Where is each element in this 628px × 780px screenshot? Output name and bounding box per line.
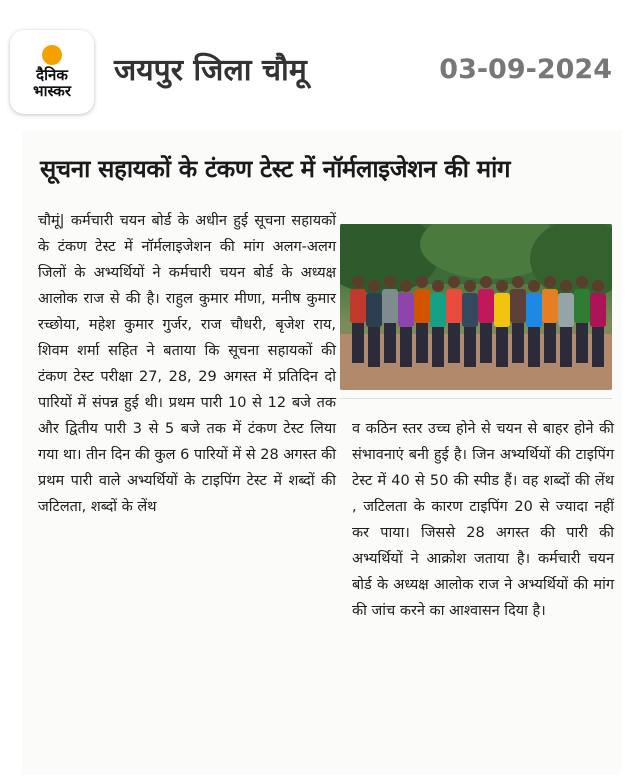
person-body [350,289,366,323]
person-head [512,276,524,288]
person-legs [544,323,556,363]
person-legs [432,327,444,367]
person-legs [560,327,572,367]
person-legs [368,327,380,367]
person-legs [384,323,396,363]
person-legs [448,323,460,363]
group-photo[interactable] [340,224,612,390]
person-body [446,289,462,323]
person-body [430,293,446,327]
edition-title: जयपुर जिला चौमू [114,53,307,88]
person-body [494,293,510,327]
person-head [400,280,412,292]
person-legs [352,323,364,363]
person-head [352,276,364,288]
person-body [510,289,526,323]
person-head [480,276,492,288]
person-body [398,293,414,327]
person-legs [592,327,604,367]
person-body [366,293,382,327]
person-head [496,280,508,292]
article-body-left-column: चौमूं| कर्मचारी चयन बोर्ड के अधीन हुई सूचना सहायकों के टंकण टेस्ट में नॉर्मलाइजेशन की मांग अलग-अलग जिलों के अभ्यर्थियों ने कर्मचारी चयन बोर्ड के अध्यक्ष आलोक राज से की है। राहुल कुमार मीणा, मनीष कुमार रच्छोया, महेश कुमार गुर्जर, राज चौधरी, बृजेश राय, शिवम शर्मा सहित ने बताया कि सूचना सहायकों की टंकण टेस्ट परीक्षा 27, 28, 29 अगस्त में प्रतिदिन दो पारियों में संपन्न हुई थी। प्रथम पारी 10 से 12 बजे तक और द्वितीय पारी 3 से 5 बजे तक में टंकण टेस्ट लिया गया था। तीन दिन की कुल 6 पारियों में से 28 अगस्त की प्रथम पारी वाले अभ्यर्थियों के टाइपिंग टेस्ट में शब्दों की जटिलता, शब्दों के लेंथ [38,213,336,515]
article-headline: सूचना सहायकों के टंकण टेस्ट में नॉर्मलाइजेशन की मांग [40,155,511,183]
person-legs [496,327,508,367]
person-head [384,276,396,288]
person-head [592,280,604,292]
person-body [590,293,606,327]
person-legs [512,323,524,363]
person-body [574,289,590,323]
person-body [542,289,558,323]
person-head [368,280,380,292]
logo-text-line2: भास्कर [33,82,71,100]
person-legs [576,323,588,363]
person-body [558,293,574,327]
person-head [416,276,428,288]
column-divider [340,398,612,399]
logo-text-line1: दैनिक [36,66,68,84]
sun-icon [42,45,62,65]
edition-date: 03-09-2024 [439,54,612,85]
person-head [560,280,572,292]
person-body [478,289,494,323]
person-body [462,293,478,327]
app-header [0,0,628,128]
person-head [528,280,540,292]
person-legs [528,327,540,367]
dainik-bhaskar-logo[interactable] [10,30,94,114]
person-body [382,289,398,323]
person-legs [416,323,428,363]
article-body-right-column: व कठिन स्तर उच्च होने से चयन से बाहर होने की संभावनाएं बनी हुई है। जिन अभ्यर्थियों की टाइपिंग टेस्ट में 40 से 50 की स्पीड हैं। वह शब्दों की लेंथ , जटिलता के कारण टाइपिंग 20 से ज्यादा नहीं कर पाया। जिससे 28 अगस्त की पारी की अभ्यर्थियों ने आक्रोश जताया है। कर्मचारी चयन बोर्ड के अध्यक्ष आलोक राज ने अभ्यर्थियों की मांग की जांच करने का आश्वासन दिया है। [352,421,614,619]
person-body [414,289,430,323]
person-head [432,280,444,292]
person-body [526,293,542,327]
group-photo-illustration [340,224,612,390]
person-head [464,280,476,292]
person-legs [480,323,492,363]
person-head [448,276,460,288]
person-legs [400,327,412,367]
person-head [576,276,588,288]
newspaper-clipping [22,130,622,775]
person-head [544,276,556,288]
person-legs [464,327,476,367]
